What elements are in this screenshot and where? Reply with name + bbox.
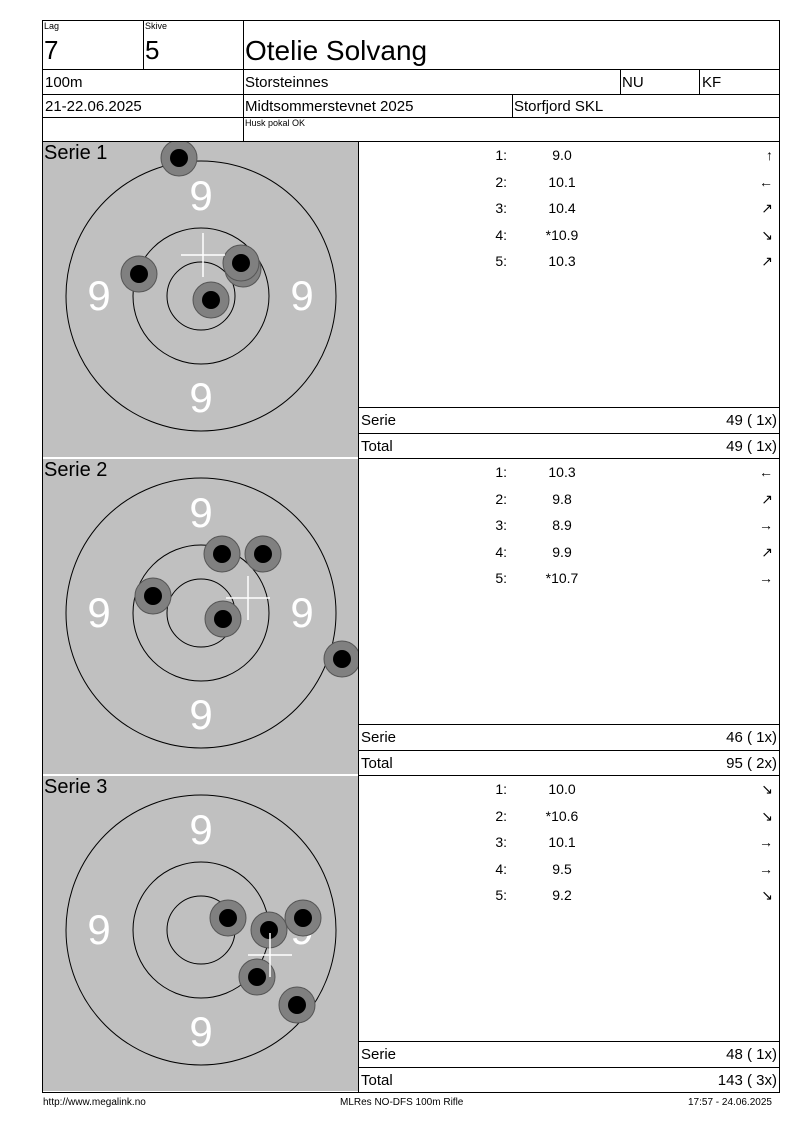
- ring-label-9: 9: [189, 172, 213, 219]
- shot-hole: [144, 587, 162, 605]
- shot-number: 5:: [495, 887, 507, 903]
- shot-value: *10.6: [545, 807, 579, 824]
- serie-title: Serie 1: [44, 142, 108, 164]
- serie-sum-row: [359, 1041, 779, 1068]
- direction-arrow-icon: →: [759, 517, 773, 533]
- direction-arrow-icon: ←: [759, 464, 773, 480]
- total-score: 143 ( 3x): [717, 1072, 777, 1089]
- lag-cell: [42, 20, 144, 70]
- shot-row: [483, 517, 773, 537]
- total-label: Total: [361, 1072, 393, 1089]
- shot-row: [483, 570, 773, 590]
- weapon-cell: [699, 69, 780, 95]
- event-value: Midtsommerstevnet 2025: [245, 98, 414, 115]
- shot-hole: [288, 996, 306, 1014]
- shot-row: [483, 227, 773, 247]
- shot-value: *10.7: [545, 570, 579, 586]
- shot-value: 9.9: [552, 543, 572, 560]
- shot-number: 3:: [495, 200, 507, 216]
- direction-arrow-icon: ↗: [761, 490, 773, 507]
- shot-row: [483, 147, 773, 167]
- total-label: Total: [361, 755, 393, 772]
- shot-row: [483, 834, 773, 854]
- direction-arrow-icon: ↘: [761, 887, 773, 903]
- shot-number: 2:: [495, 807, 507, 824]
- target-3: [43, 776, 358, 1091]
- class-value: NU: [622, 74, 644, 91]
- shot-value: 9.8: [552, 490, 572, 507]
- shot-hole: [254, 545, 272, 563]
- shot-row: [483, 491, 773, 511]
- distance-cell: [42, 69, 244, 95]
- shot-number: 2:: [495, 490, 507, 507]
- ring-label-9: 9: [189, 691, 213, 738]
- shot-row: [483, 200, 773, 220]
- shot-hole: [170, 149, 188, 167]
- shot-value: *10.9: [545, 226, 579, 243]
- shot-row: [483, 861, 773, 881]
- serie-label: Serie: [361, 1046, 397, 1063]
- shot-number: 5:: [495, 570, 507, 586]
- shot-value: 9.0: [552, 147, 572, 163]
- footer-url[interactable]: http://www.megalink.no: [43, 1097, 146, 1108]
- total-sum-row: [359, 750, 779, 777]
- note-value: Husk pokal OK: [245, 118, 306, 128]
- shot-row: [483, 464, 773, 484]
- ring-label-9: 9: [189, 1008, 213, 1055]
- class-cell: [620, 69, 700, 95]
- shot-row: [483, 887, 773, 907]
- shot-hole: [213, 545, 231, 563]
- total-score: 49 ( 1x): [726, 438, 777, 455]
- results-panel-2: [358, 458, 780, 776]
- name-cell: [243, 20, 780, 70]
- skive-cell: [143, 20, 244, 70]
- club-cell: [243, 69, 621, 95]
- ring-label-9: 9: [189, 374, 213, 421]
- target-rings-2: [43, 459, 358, 774]
- target-rings-1: [43, 142, 358, 457]
- shot-value: 10.3: [548, 253, 576, 269]
- shot-hole: [214, 610, 232, 628]
- shot-hole: [130, 265, 148, 283]
- shot-value: 10.1: [548, 173, 576, 190]
- shot-number: 1:: [495, 147, 507, 163]
- shot-value: 10.0: [548, 781, 576, 797]
- ring-label-9: 9: [189, 806, 213, 853]
- note-cell: [243, 117, 780, 142]
- shot-value: 8.9: [552, 517, 572, 533]
- serie-sum-row: [359, 407, 779, 434]
- direction-arrow-icon: ↗: [761, 253, 773, 269]
- lag-label: Lag: [44, 21, 60, 31]
- serie-label: Serie: [361, 412, 397, 429]
- weapon-value: KF: [702, 74, 722, 91]
- shot-number: 1:: [495, 464, 507, 480]
- shot-number: 3:: [495, 517, 507, 533]
- ring-label-9: 9: [87, 272, 111, 319]
- shot-number: 4:: [495, 543, 507, 560]
- serie-label: Serie: [361, 729, 397, 746]
- total-sum-row: [359, 1067, 779, 1094]
- direction-arrow-icon: →: [759, 570, 773, 586]
- shot-row: [483, 174, 773, 194]
- shot-value: 9.5: [552, 860, 572, 877]
- ring-label-9: 9: [290, 272, 314, 319]
- shot-value: 10.1: [548, 834, 576, 850]
- shot-row: [483, 808, 773, 828]
- direction-arrow-icon: ↘: [761, 781, 773, 797]
- direction-arrow-icon: ↑: [766, 147, 773, 163]
- footer-software: MLRes NO-DFS 100m Rifle: [340, 1097, 464, 1108]
- direction-arrow-icon: ↗: [761, 200, 773, 216]
- shot-value: 10.4: [548, 200, 576, 216]
- target-2: [43, 459, 358, 774]
- ring-label-9: 9: [87, 906, 111, 953]
- organizer-cell: [512, 94, 780, 118]
- skive-value: 5: [145, 35, 160, 65]
- total-score: 95 ( 2x): [726, 755, 777, 772]
- direction-arrow-icon: ←: [759, 173, 773, 190]
- shot-value: 9.2: [552, 887, 572, 903]
- date-cell: [42, 94, 244, 118]
- results-panel-1: [358, 141, 780, 459]
- organizer-value: Storfjord SKL: [514, 98, 604, 115]
- shot-hole: [219, 909, 237, 927]
- footer-timestamp: 17:57 - 24.06.2025: [688, 1097, 772, 1108]
- club-value: Storsteinnes: [245, 74, 329, 91]
- note-left-cell: [42, 117, 244, 142]
- serie-score: 48 ( 1x): [726, 1046, 777, 1063]
- lag-value: 7: [44, 35, 59, 65]
- shot-hole: [260, 921, 278, 939]
- ring-label-9: 9: [290, 589, 314, 636]
- shot-number: 5:: [495, 253, 507, 269]
- target-1: [43, 142, 358, 457]
- shot-hole: [294, 909, 312, 927]
- bottom-line: [42, 1092, 780, 1093]
- total-label: Total: [361, 438, 393, 455]
- shot-hole: [232, 254, 250, 272]
- results-panel-3: [358, 775, 780, 1093]
- ring-label-9: 9: [189, 489, 213, 536]
- event-cell: [243, 94, 513, 118]
- date-value: 21-22.06.2025: [45, 98, 142, 115]
- direction-arrow-icon: →: [759, 860, 773, 877]
- shot-hole: [333, 650, 351, 668]
- shooter-name: Otelie Solvang: [245, 35, 428, 66]
- shot-number: 1:: [495, 781, 507, 797]
- serie-score: 49 ( 1x): [726, 412, 777, 429]
- serie-sum-row: [359, 724, 779, 751]
- shot-row: [483, 544, 773, 564]
- target-column-border: [42, 141, 43, 1093]
- shot-hole: [202, 291, 220, 309]
- shot-value: 10.3: [548, 464, 576, 480]
- direction-arrow-icon: ↗: [761, 543, 773, 560]
- direction-arrow-icon: ↘: [761, 226, 773, 243]
- serie-title: Serie 2: [44, 459, 108, 481]
- distance-value: 100m: [45, 74, 83, 91]
- direction-arrow-icon: ↘: [761, 807, 773, 824]
- shot-row: [483, 253, 773, 273]
- shot-hole: [248, 968, 266, 986]
- target-rings-3: [43, 776, 358, 1091]
- shot-number: 2:: [495, 173, 507, 190]
- shot-row: [483, 781, 773, 801]
- serie-score: 46 ( 1x): [726, 729, 777, 746]
- ring-label-9: 9: [87, 589, 111, 636]
- serie-title: Serie 3: [44, 776, 108, 798]
- shot-number: 3:: [495, 834, 507, 850]
- direction-arrow-icon: →: [759, 834, 773, 850]
- shot-number: 4:: [495, 860, 507, 877]
- skive-label: Skive: [145, 21, 168, 31]
- total-sum-row: [359, 433, 779, 460]
- shot-number: 4:: [495, 226, 507, 243]
